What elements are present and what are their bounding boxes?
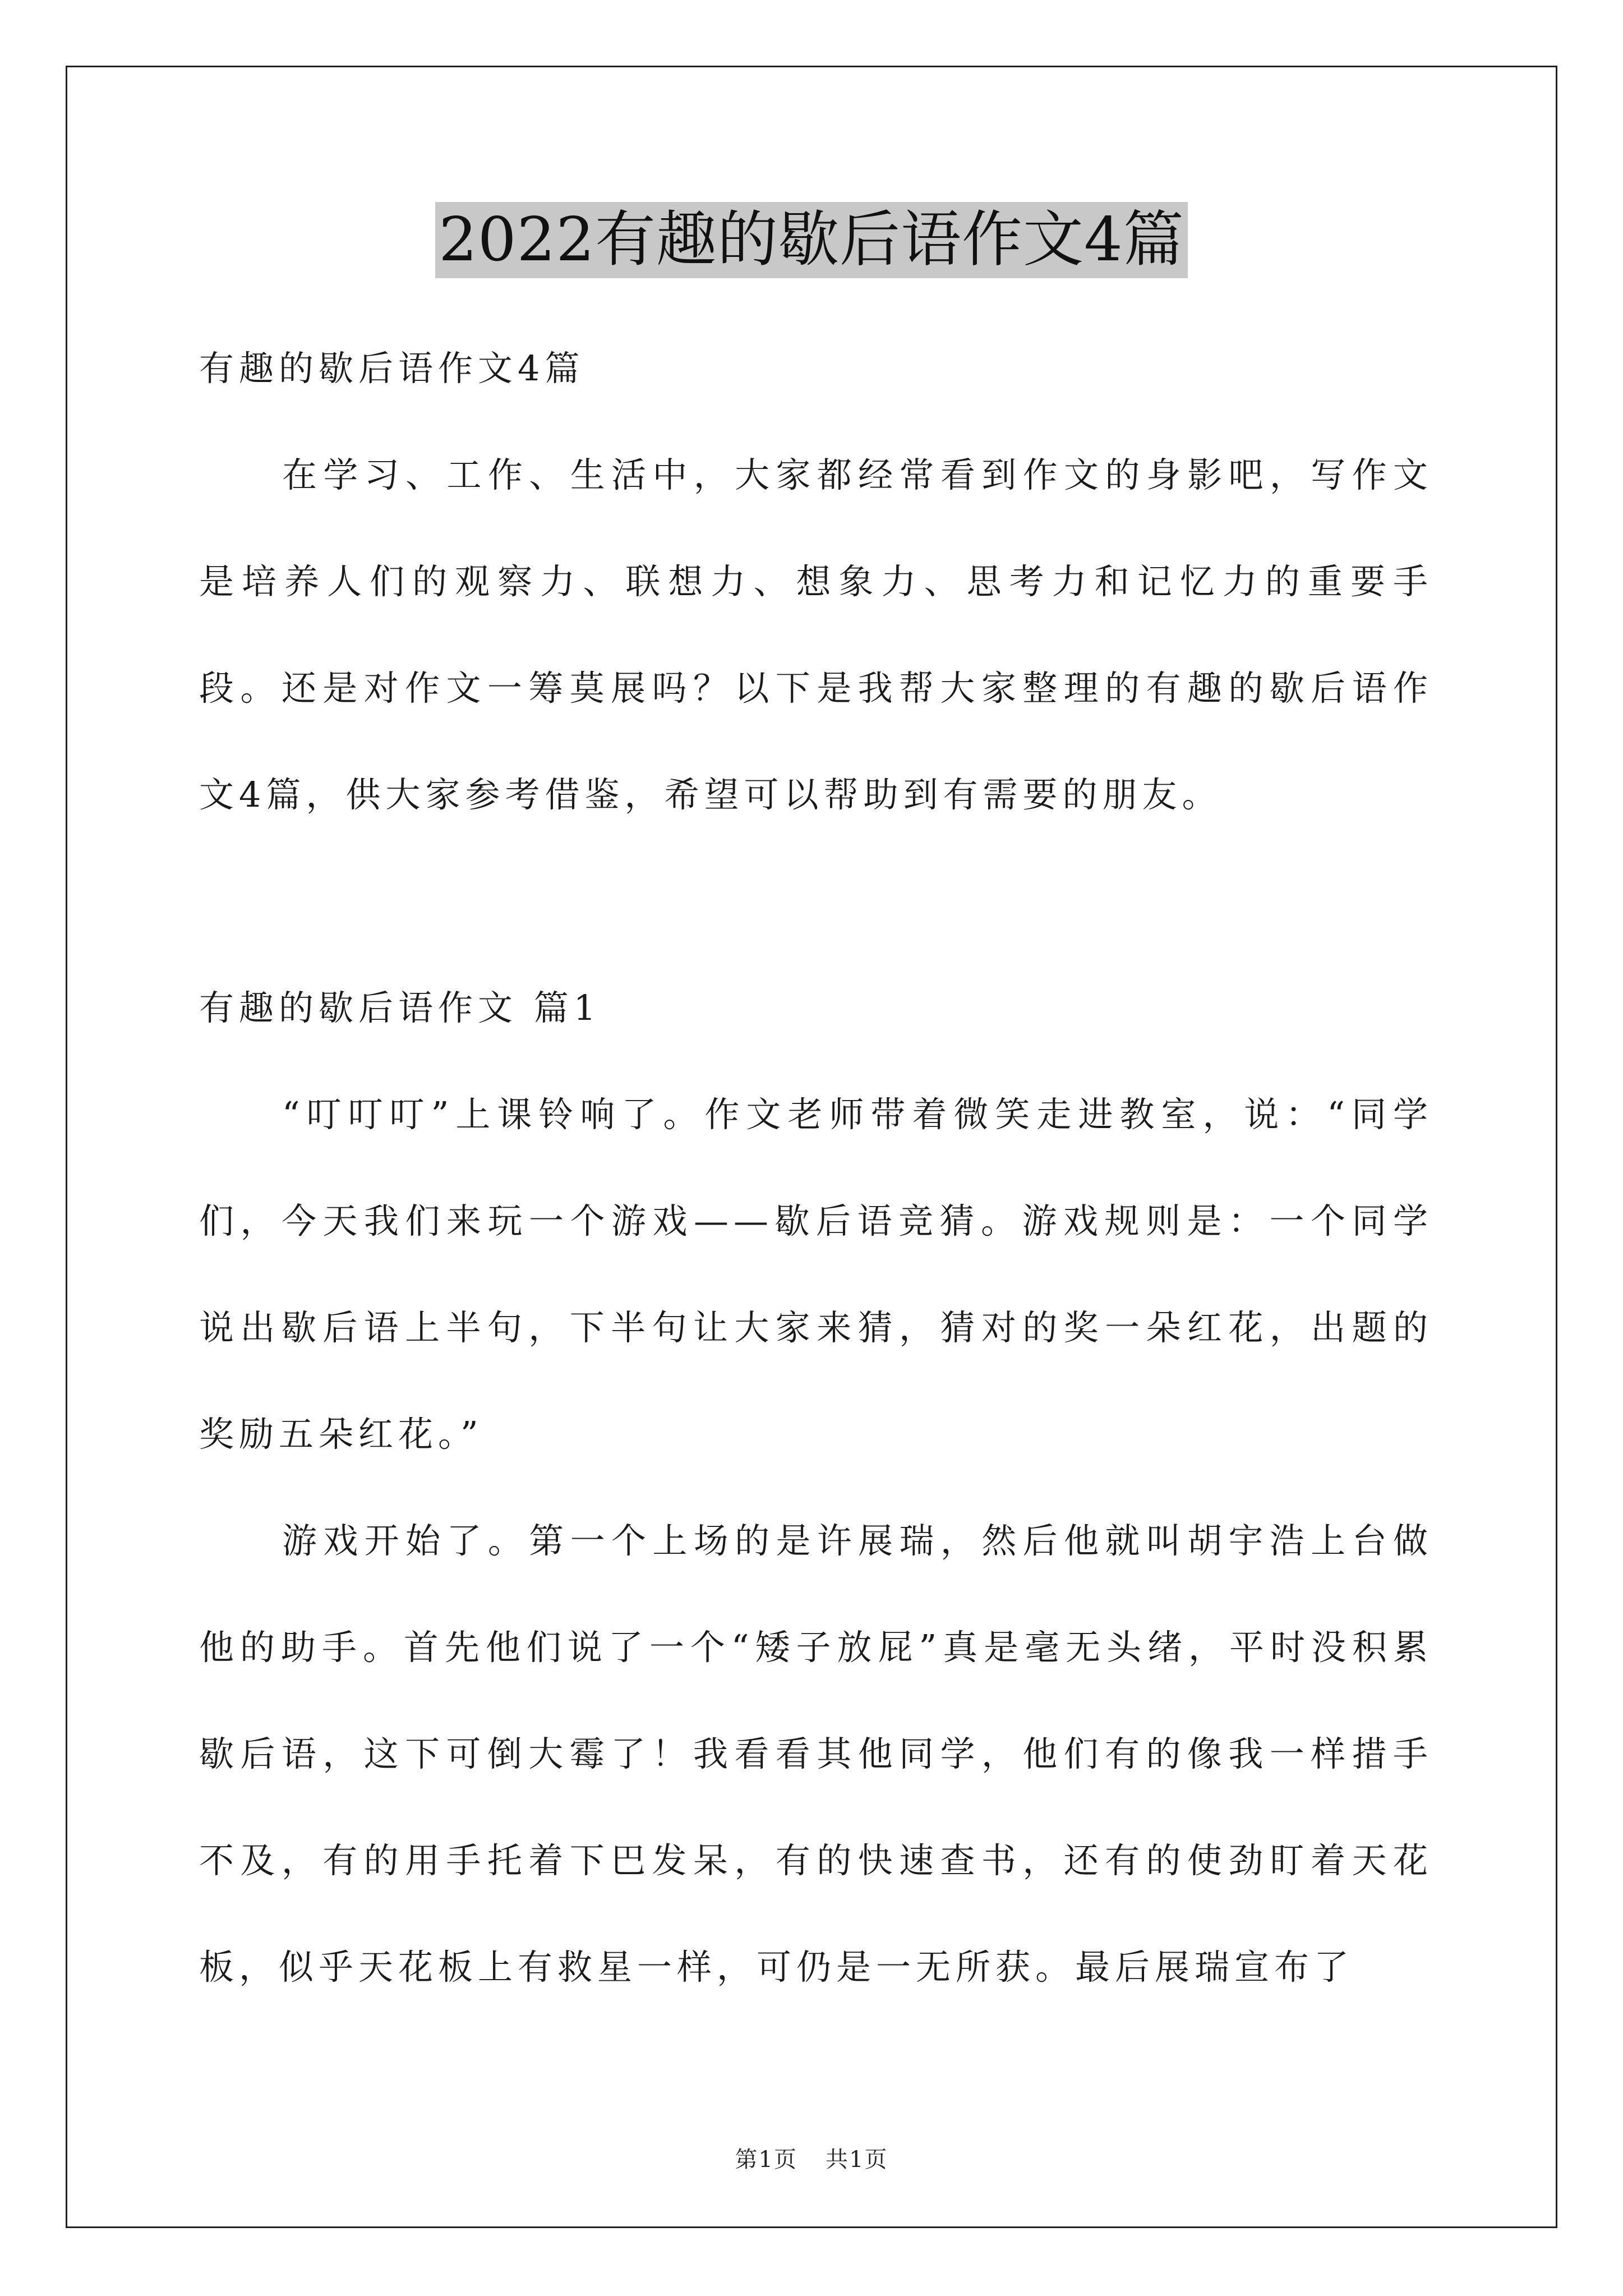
body-paragraph: “叮叮叮”上课铃响了。作文老师带着微笑走进教室，说：“同学们，今天我们来玩一个游戏——歇后语竞猜。游戏规则是：一个同学说出歇后语上半句，下半句让大家来猜，猜对的奖一朵红花，出题的奖励五朵红花。” — [199, 1094, 1433, 1455]
section-heading: 有趣的歇后语作文 篇1 — [199, 987, 601, 1028]
body-paragraph: 游戏开始了。第一个上场的是许展瑞，然后他就叫胡宇浩上台做他的助手。首先他们说了一个“矮子放屁”真是毫无头绪，平时没积累歇后语，这下可倒大霉了！我看看其他同学，他们有的像我一样措手不及，有的用手托着下巴发呆，有的快速查书，还有的使劲盯着天花板，似乎天花板上有救星一样，可仍是一无所获。最后展瑞宣布了 — [199, 1520, 1433, 1987]
section-gap — [199, 848, 1433, 955]
document-subtitle: 有趣的歇后语作文4篇 — [199, 348, 585, 389]
page-number: 第1页 — [735, 2147, 797, 2173]
intro-paragraph: 在学习、工作、生活中，大家都经常看到作文的身影吧，写作文是培养人们的观察力、联想力、想象力、思考力和记忆力的重要手段。还是对作文一筹莫展吗？以下是我帮大家整理的有趣的歇后语作文4篇，供大家参考借鉴，希望可以帮助到有需要的朋友。 — [199, 454, 1433, 815]
page-footer — [0, 2142, 1623, 2174]
page-total: 共1页 — [826, 2147, 888, 2173]
document-title: 2022有趣的歇后语作文4篇 — [435, 202, 1188, 278]
document-body — [199, 315, 1433, 2021]
title-wrap — [0, 202, 1623, 278]
